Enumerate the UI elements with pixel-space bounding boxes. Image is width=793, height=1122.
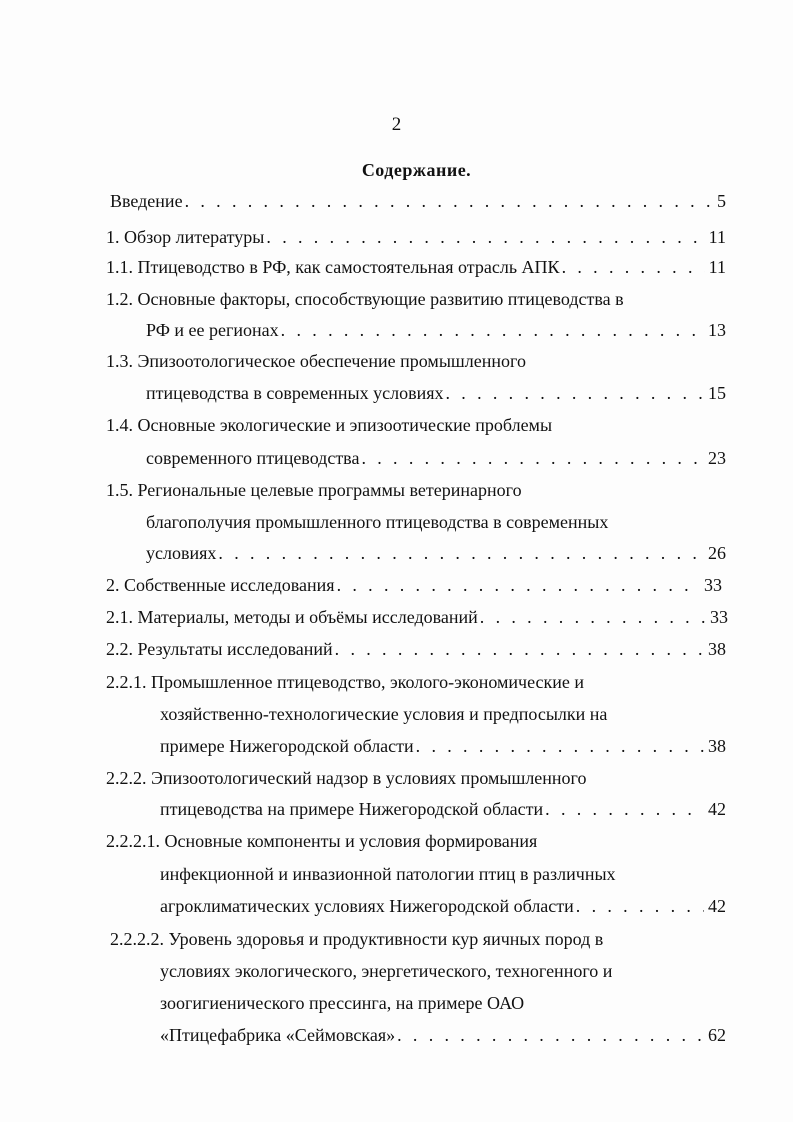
dot-leader <box>335 638 704 660</box>
toc-entry-page: 5 <box>717 191 726 211</box>
toc-entry-2-2-2[interactable] <box>160 798 726 820</box>
toc-entry-label-cont: «Птицефабрика «Сеймовская» <box>160 1025 396 1045</box>
toc-entry-page: 42 <box>708 799 726 819</box>
toc-entry-2-2-2-2-label-cont2: зоогигиенического прессинга, на примере ОАО <box>160 993 525 1013</box>
toc-entry-label: 1. Обзор литературы <box>106 227 265 247</box>
toc-entry-page: 33 <box>704 575 722 595</box>
dot-leader <box>218 542 704 564</box>
toc-entry-1-3[interactable] <box>146 382 726 404</box>
toc-entry-page: 38 <box>708 736 726 756</box>
dot-leader <box>445 382 704 404</box>
toc-entry-1-5-label-cont: благополучия промышленного птицеводства в современных <box>146 512 609 532</box>
dot-leader <box>281 319 704 341</box>
toc-entry-1-2-label[interactable]: 1.2. Основные факторы, способствующие развитию птицеводства в <box>106 289 624 309</box>
toc-entry-page: 11 <box>708 257 726 277</box>
toc-entry-page: 42 <box>708 896 726 916</box>
toc-entry-label-cont: агроклиматических условиях Нижегородской области <box>160 896 574 916</box>
toc-title: Содержание. <box>361 160 472 180</box>
toc-entry-2-2-2-label[interactable]: 2.2.2. Эпизоотологический надзор в условиях промышленного <box>106 768 587 788</box>
toc-entry-2-1[interactable] <box>106 606 728 628</box>
toc-entry-2-2-2-1-label[interactable]: 2.2.2.1. Основные компоненты и условия формирования <box>106 831 538 851</box>
toc-entry-2-2-2-1-label-cont: инфекционной и инвазионной патологии птиц в различных <box>160 864 616 884</box>
toc-entry-label-cont: птицеводства в современных условиях <box>146 383 444 403</box>
toc-entry-page: 26 <box>708 543 726 563</box>
toc-entry-label-cont: птицеводства на примере Нижегородской области <box>160 799 544 819</box>
toc-entry-label-cont: современного птицеводства <box>146 448 360 468</box>
toc-entry-label: Введение <box>110 191 183 211</box>
toc-entry-2-2-1[interactable] <box>160 735 726 757</box>
toc-entry-page: 23 <box>708 448 726 468</box>
page-number: 2 <box>391 114 402 135</box>
toc-entry-2-2[interactable] <box>106 638 726 660</box>
toc-entry-1-5-label[interactable]: 1.5. Региональные целевые программы ветеринарного <box>106 480 522 500</box>
toc-entry-1-5[interactable] <box>146 542 726 564</box>
dot-leader <box>361 447 704 469</box>
dot-leader <box>185 190 713 212</box>
toc-entry-page: 62 <box>708 1025 726 1045</box>
toc-entry-2-2-2-2-label-cont1: условиях экологического, энергетического, техногенного и <box>160 961 613 981</box>
toc-entry-2-2-1-label-cont: хозяйственно-технологические условия и предпосылки на <box>160 704 608 724</box>
dot-leader <box>576 895 704 917</box>
toc-entry-2-2-2-2[interactable] <box>160 1024 726 1046</box>
toc-entry-page: 13 <box>708 320 726 340</box>
toc-entry-page: 15 <box>708 383 726 403</box>
toc-entry-intro[interactable] <box>110 190 726 212</box>
toc-entry-1-3-label[interactable]: 1.3. Эпизоотологическое обеспечение промышленного <box>106 351 526 371</box>
toc-entry-label: 1.1. Птицеводство в РФ, как самостоятельная отрасль АПК <box>106 257 560 277</box>
dot-leader <box>480 606 706 628</box>
toc-entry-label: 2.1. Материалы, методы и объёмы исследований <box>106 607 478 627</box>
toc-entry-label-cont: примере Нижегородской области <box>160 736 414 756</box>
toc-entry-1-2[interactable] <box>146 319 726 341</box>
toc-entry-page: 38 <box>708 639 726 659</box>
toc-entry-label-cont: условиях <box>146 543 217 563</box>
toc-entry-2[interactable] <box>106 574 722 596</box>
toc-entry-label-cont: РФ и ее регионах <box>146 320 279 340</box>
toc-entry-label: 2. Собственные исследования <box>106 575 335 595</box>
toc-entry-1-4[interactable] <box>146 447 726 469</box>
toc-entry-1-4-label[interactable]: 1.4. Основные экологические и эпизоотические проблемы <box>106 415 553 435</box>
toc-entry-2-2-2-1[interactable] <box>160 895 726 917</box>
toc-entry-1-1[interactable] <box>106 256 726 278</box>
toc-entry-page: 33 <box>710 607 728 627</box>
toc-entry-label: 2.2. Результаты исследований <box>106 639 333 659</box>
dot-leader <box>266 226 704 248</box>
dot-leader <box>416 735 704 757</box>
toc-entry-page: 11 <box>708 227 726 247</box>
toc-entry-1[interactable] <box>106 226 726 248</box>
toc-entry-2-2-2-2-label[interactable]: 2.2.2.2. Уровень здоровья и продуктивности кур яичных пород в <box>110 929 604 949</box>
dot-leader <box>337 574 700 596</box>
toc-entry-2-2-1-label[interactable]: 2.2.1. Промышленное птицеводство, эколого-экономические и <box>106 672 585 692</box>
dot-leader <box>397 1024 704 1046</box>
dot-leader <box>562 256 705 278</box>
dot-leader <box>545 798 704 820</box>
